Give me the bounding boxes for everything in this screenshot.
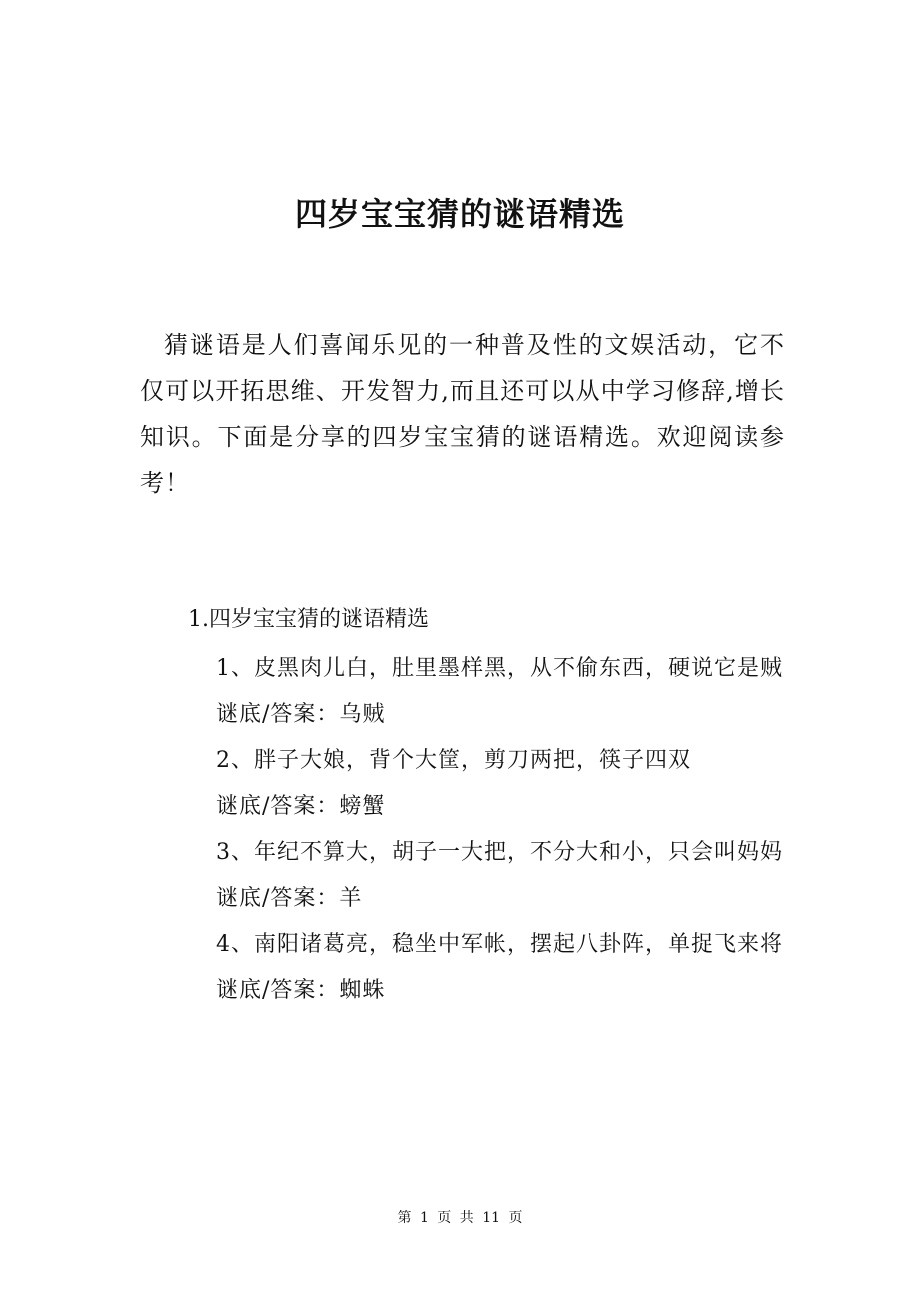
riddle-question: 2、胖子大娘，背个大筐，剪刀两把，筷子四双	[216, 748, 691, 773]
riddle-answer: 谜底/答案：螃蟹	[216, 794, 386, 819]
riddle-question: 3、年纪不算大，胡子一大把，不分大和小，只会叫妈妈	[216, 840, 783, 865]
riddle-question: 1、皮黑肉儿白，肚里墨样黑，从不偷东西，硬说它是贼	[216, 656, 783, 681]
page-number: 第 1 页 共 11 页	[397, 1210, 523, 1226]
document-title: 四岁宝宝猜的谜语精选	[294, 195, 625, 233]
riddle-question: 4、南阳诸葛亮，稳坐中军帐，摆起八卦阵，单捉飞来将	[216, 932, 783, 957]
riddle-list	[140, 646, 785, 1014]
intro-paragraph: 猜谜语是人们喜闻乐见的一种普及性的文娱活动，它不仅可以开拓思维、开发智力,而且还可以从中学习修辞,增长知识。下面是分享的四岁宝宝猜的谜语精选。欢迎阅读参考！	[140, 331, 785, 497]
riddle-answer: 谜底/答案：乌贼	[216, 702, 386, 727]
riddle-answer: 谜底/答案：蜘蛛	[216, 978, 386, 1003]
section-heading: 1.四岁宝宝猜的谜语精选	[188, 607, 429, 632]
riddle-answer: 谜底/答案：羊	[216, 886, 363, 911]
